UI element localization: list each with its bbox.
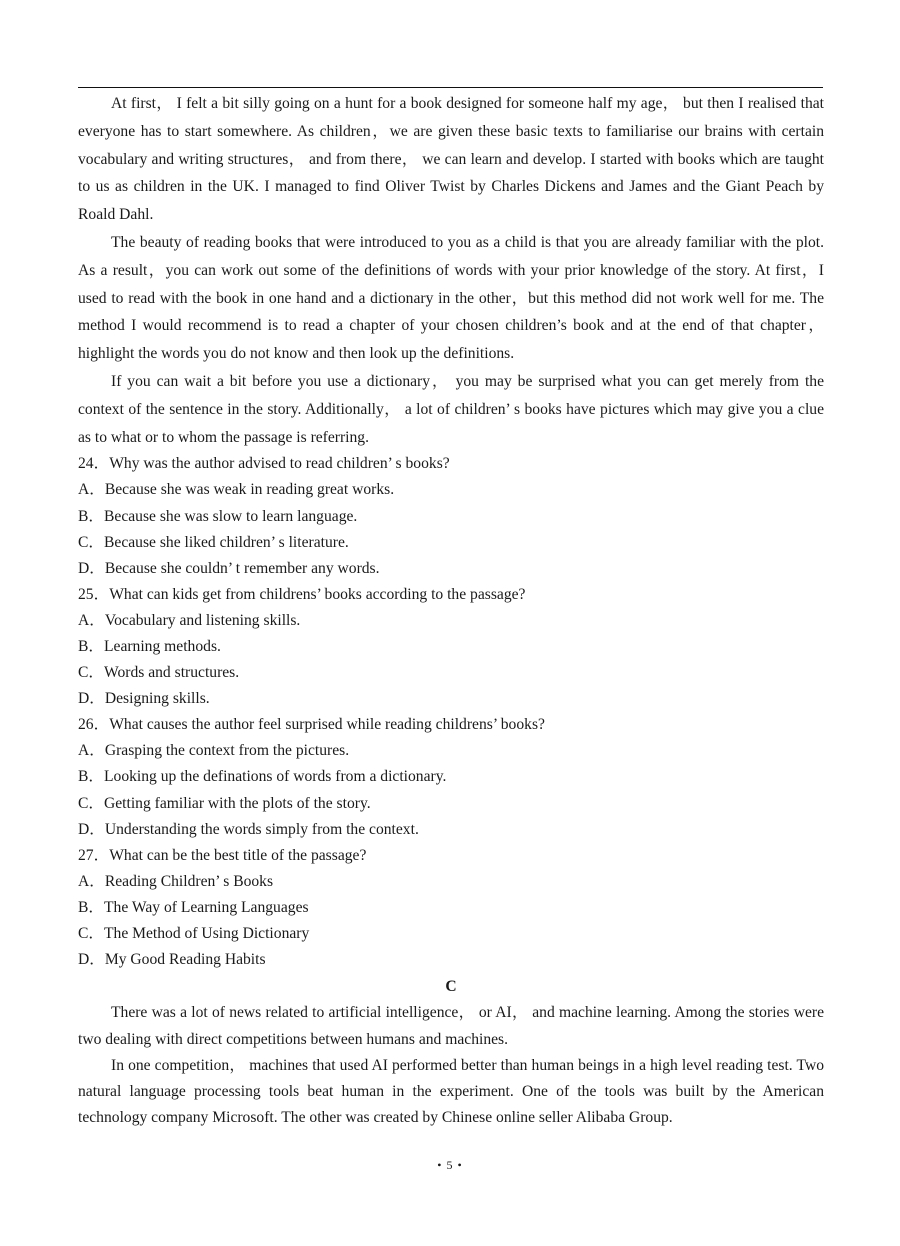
passage-c <box>78 1000 824 1131</box>
page-number: • 5 • <box>437 1158 463 1172</box>
answer-option: C．Because she liked children’ s literature. <box>78 533 349 551</box>
answer-option: A．Vocabulary and listening skills. <box>78 611 301 629</box>
answer-option: D．My Good Reading Habits <box>78 951 266 969</box>
passage-b-paragraph-2: The beauty of reading books that were introduced to you as a child is that you are already familiar with the plot. As a result，you can work out some of the definitions of words with your prior knowledge of the story. At first，I used to read with the book in one hand and a dictionary in the other，but this method did not work well for me. The method I would recommend is to read a chapter of your chosen children’s book and at the end of that chapter， highlight the words you do not know and then look up the definitions. <box>78 233 824 363</box>
answer-option: D．Because she couldn’ t remember any words. <box>78 559 380 577</box>
passage-c-paragraph-1: There was a lot of news related to artificial intelligence， or AI， and machine learning. Among the stories were two dealing with direct competitions between humans and machines. <box>78 1004 824 1048</box>
answer-option: D．Understanding the words simply from the context. <box>78 820 419 838</box>
answer-option: C．Words and structures. <box>78 664 240 682</box>
answer-option: B．Learning methods. <box>78 638 221 656</box>
question-stem: 24．Why was the author advised to read children’ s books? <box>78 455 450 473</box>
answer-option: C．The Method of Using Dictionary <box>78 925 310 943</box>
question-25 <box>78 582 824 712</box>
answer-option: C．Getting familiar with the plots of the story. <box>78 794 371 812</box>
answer-option: A．Because she was weak in reading great works. <box>78 481 395 499</box>
answer-option: B．The Way of Learning Languages <box>78 898 309 916</box>
question-stem: 26．What causes the author feel surprised while reading childrens’ books? <box>78 716 545 734</box>
answer-option: B．Because she was slow to learn language. <box>78 507 358 525</box>
question-24 <box>78 451 824 581</box>
passage-c-paragraph-2: In one competition， machines that used AI performed better than human beings in a high level reading test. Two natural language processing tools beat human in the experiment. One of the tools was built by the American technology company Microsoft. The other was created by Chinese online seller Alibaba Group. <box>78 1056 824 1127</box>
question-26 <box>78 712 824 842</box>
passage-b-paragraph-1: At first， I felt a bit silly going on a hunt for a book designed for someone half my age， but then I realised that everyone has to start somewhere. As children，we are given these basic texts to familiarise our brains with certain vocabulary and writing structures， and from there， we can learn and develop. I started with books which are taught to us as children in the UK. I managed to find Oliver Twist by Charles Dickens and James and the Giant Peach by Roald Dahl. <box>78 95 824 224</box>
passage-b-paragraph-3: If you can wait a bit before you use a dictionary， you may be surprised what you can get merely from the context of the sentence in the story. Additionally， a lot of children’ s books have pictures which may give you a clue as to what or to whom the passage is referring. <box>78 372 824 446</box>
question-27 <box>78 843 824 973</box>
answer-option: B．Looking up the definations of words from a dictionary. <box>78 768 447 786</box>
question-stem: 27．What can be the best title of the passage? <box>78 846 367 864</box>
page-content <box>78 90 824 1132</box>
answer-option: A．Reading Children’ s Books <box>78 872 274 890</box>
passage-c-label: C <box>445 978 457 996</box>
question-stem: 25．What can kids get from childrens’ books according to the passage? <box>78 585 526 603</box>
answer-option: A．Grasping the context from the pictures. <box>78 742 350 760</box>
answer-option: D．Designing skills. <box>78 690 210 708</box>
header-rule <box>78 87 823 88</box>
